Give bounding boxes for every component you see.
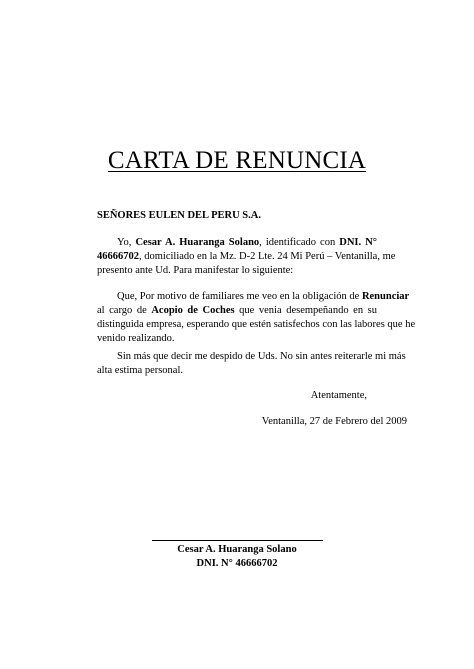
paragraph-line: Sin más que decir me despido de Uds. No sin antes reiterarle mi más [117, 351, 406, 362]
paragraph-line: venido realizando. [97, 333, 175, 344]
paragraph-line: presento ante Ud. Para manifestar lo siguiente: [97, 265, 294, 276]
sender-name: Cesar A. Huaranga Solano [135, 237, 260, 248]
paragraph-line [97, 304, 377, 318]
signature-dni: DNI. N° 46666702 [196, 558, 278, 569]
text-run: Yo, [117, 237, 136, 248]
text-run: , identificado con [259, 237, 340, 248]
resign-word: Renunciar [361, 291, 410, 302]
letter-title: CARTA DE RENUNCIA [107, 147, 367, 174]
text-run: Que, Por motivo de familiares me veo en la obligación de [117, 291, 362, 302]
text-run: , domiciliado en la Mz. D-2 Lte. 24 Mi Perú – Ventanilla, me [139, 251, 396, 262]
dni-number: 46666702 [97, 251, 139, 262]
text-run: al cargo de [97, 305, 152, 316]
dni-label: DNI. N° [339, 237, 377, 248]
paragraph-farewell [97, 350, 406, 378]
paragraph-line: alta estima personal. [97, 365, 184, 376]
paragraph-introduction [97, 236, 396, 278]
paragraph-line [97, 236, 377, 250]
signature-line [152, 540, 323, 541]
addressee: SEÑORES EULEN DEL PERU S.A. [97, 210, 261, 221]
paragraph-line [97, 250, 396, 264]
place-and-date: Ventanilla, 27 de Febrero del 2009 [261, 416, 407, 427]
paragraph-line [97, 290, 410, 304]
job-position: Acopio de Coches [151, 305, 235, 316]
signature-name: Cesar A. Huaranga Solano [177, 544, 297, 555]
closing-salutation: Atentamente, [310, 390, 367, 401]
paragraph-reason [97, 290, 416, 346]
paragraph-line: distinguida empresa, esperando que estén satisfechos con las labores que he [97, 319, 416, 330]
text-run: que venia desempeñando en su [234, 305, 377, 316]
